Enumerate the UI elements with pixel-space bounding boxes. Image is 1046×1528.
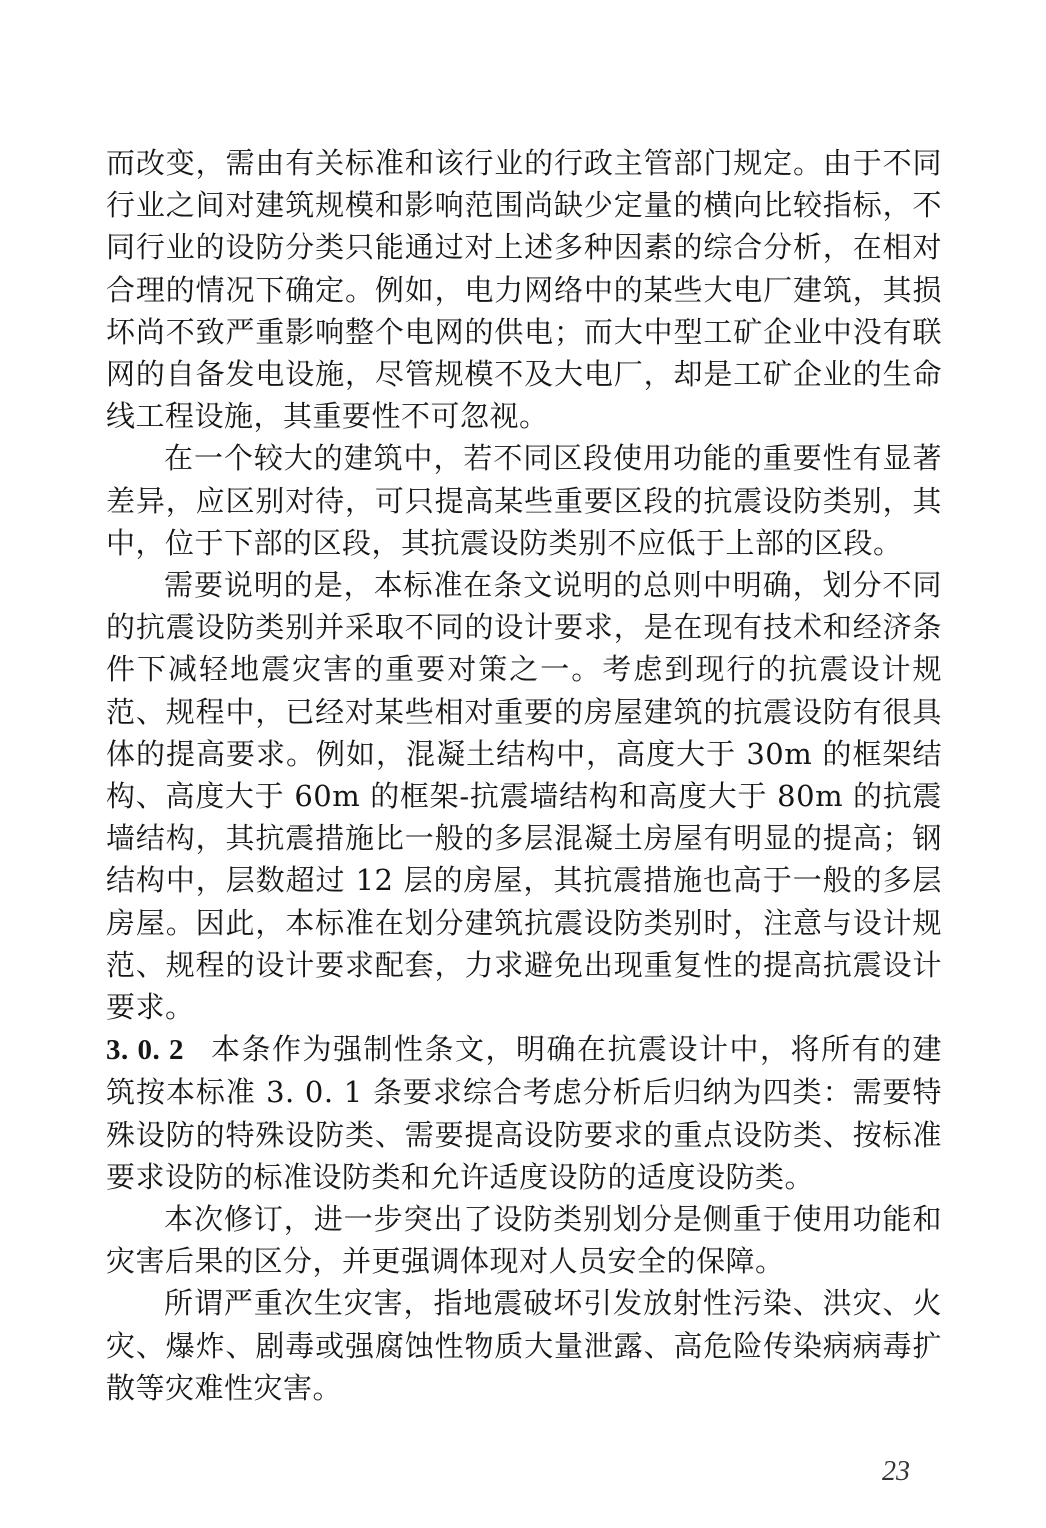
clause-text: 本条作为强制性条文，明确在抗震设计中，将所有的建筑按本标准 3. 0. 1 条要求综合考虑分析后归纳为四类：需要特殊设防的特殊设防类、需要提高设防要求的重点设防类、按标准要求设防的标准设防类和允许适度设防的适度设防类。 (106, 1032, 942, 1194)
body-text (106, 142, 942, 1409)
page-number: 23 (882, 1456, 910, 1487)
paragraph-6: 所谓严重次生灾害，指地震破坏引发放射性污染、洪灾、火灾、爆炸、剧毒或强腐蚀性物质大量泄露、高危险传染病病毒扩散等灾难性灾害。 (106, 1286, 942, 1405)
paragraph-5: 本次修订，进一步突出了设防类别划分是侧重于使用功能和灾害后果的区分，并更强调体现对人员安全的保障。 (106, 1202, 942, 1279)
clause-number: 3. 0. 2 (106, 1034, 184, 1067)
paragraph-3: 需要说明的是，本标准在条文说明的总则中明确，划分不同的抗震设防类别并采取不同的设计要求，是在现有技术和经济条件下减轻地震灾害的重要对策之一。考虑到现行的抗震设计规范、规程中，已经对某些相对重要的房屋建筑的抗震设防有很具体的提高要求。例如，混凝土结构中，高度大于 30m 的框架结构、高度大于 60m 的框架-抗震墙结构和高度大于 80m 的抗震墙结构，其抗震措施比一般的多层混凝土房屋有明显的提高；钢结构中，层数超过 12 层的房屋，其抗震措施也高于一般的多层房屋。因此，本标准在划分建筑抗震设防类别时，注意与设计规范、规程的设计要求配套，力求避免出现重复性的提高抗震设计要求。 (106, 568, 942, 1025)
clause-paragraph (106, 1028, 942, 1198)
paragraph-2: 在一个较大的建筑中，若不同区段使用功能的重要性有显著差异，应区别对待，可只提高某些重要区段的抗震设防类别，其中，位于下部的区段，其抗震设防类别不应低于上部的区段。 (106, 441, 942, 560)
paragraph-1: 而改变，需由有关标准和该行业的行政主管部门规定。由于不同行业之间对建筑规模和影响范围尚缺少定量的横向比较指标，不同行业的设防分类只能通过对上述多种因素的综合分析，在相对合理的情况下确定。例如，电力网络中的某些大电厂建筑，其损坏尚不致严重影响整个电网的供电；而大中型工矿企业中没有联网的自备发电设施，尽管规模不及大电厂，却是工矿企业的生命线工程设施，其重要性不可忽视。 (106, 146, 942, 434)
